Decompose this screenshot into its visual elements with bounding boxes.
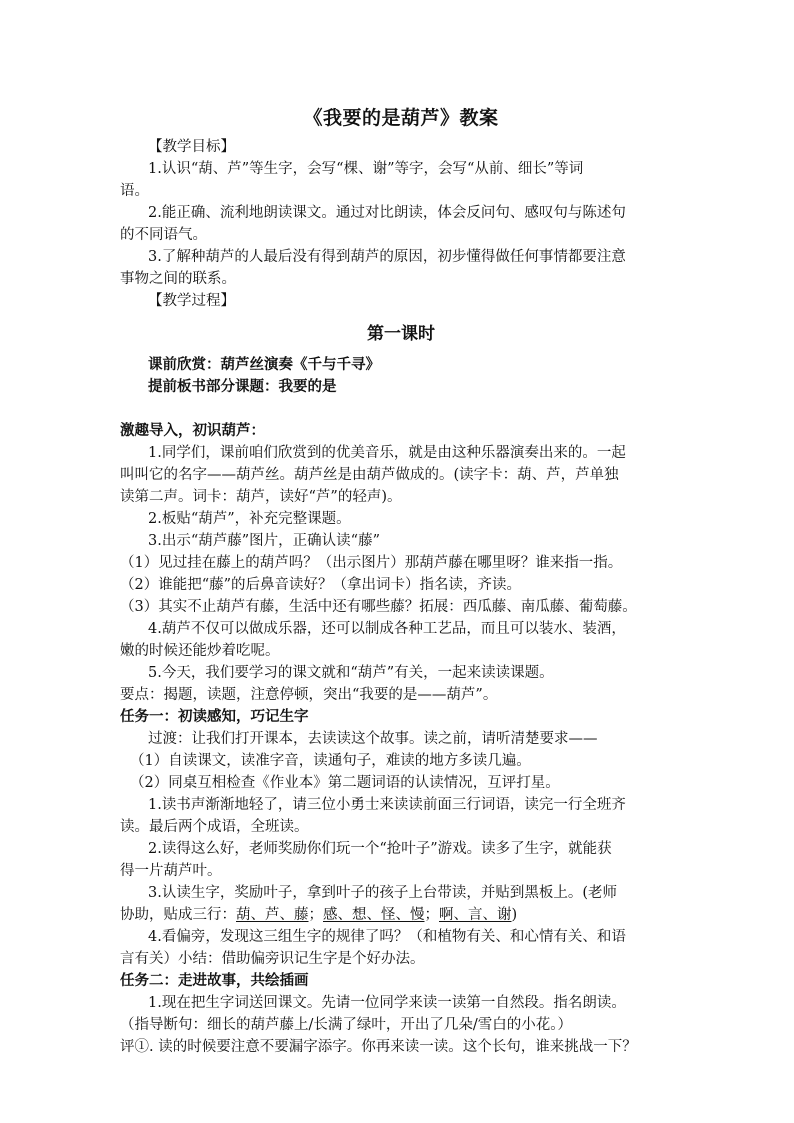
task-1-requirement-1: （1）自读课文，读准字音，读通句子，难读的地方多读几遍。	[130, 753, 531, 769]
intro-question-3: （3）其实不止葫芦有藤，生活中还有哪些藤？拓展：西瓜藤、南瓜藤、葡萄藤。	[120, 599, 637, 615]
objective-2-line-2: 的不同语气。	[120, 227, 207, 243]
step-3-prefix: 协助，贴成三行：	[120, 907, 236, 923]
task-1-step-3-line-2	[120, 904, 682, 926]
intro-p1-line-3: 读第二声。词卡：葫芦，读好“芦”的轻声)。	[120, 489, 402, 505]
step-3-suffix: )	[511, 907, 518, 923]
objectives-heading: 【教学目标】	[148, 139, 235, 155]
task-1-step-1-line-1: 1.读书声渐渐地轻了，请三位小勇士来读读前面三行词语，读完一行全班齐	[148, 797, 626, 813]
document-title: 《我要的是葫芦》教案	[303, 107, 499, 129]
objective-3-line-2: 事物之间的联系。	[120, 271, 236, 287]
task-1-step-4-line-1: 4.看偏旁，发现这三组生字的规律了吗？（和植物有关、和心情有关、和语	[148, 929, 626, 945]
task-2-heading: 任务二：走进故事，共绘插画	[120, 972, 309, 989]
task-2-step-1-line-3: 评①. 读的时候要注意不要漏字添字。你再来读一读。这个长句，谁来挑战一下？	[120, 1039, 637, 1055]
char-group-plants: 葫、芦、藤	[236, 907, 309, 923]
intro-question-1: （1）见过挂在藤上的葫芦吗？（出示图片）那葫芦藤在哪里呀？谁来指一指。	[120, 555, 623, 571]
lesson-plan-page	[120, 104, 682, 1058]
task-2-step-1-line-1: 1.现在把生字词送回课文。先请一位同学来读一读第一自然段。指名朗读。	[148, 995, 626, 1011]
task-1-transition: 过渡：让我们打开课本，去读读这个故事。读之前，请听清楚要求——	[148, 731, 598, 747]
char-group-speech: 啊、言、谢	[439, 907, 512, 923]
task-1-step-4-line-2: 言有关）小结：借助偏旁识记生字是个好办法。	[120, 951, 425, 967]
task-1-heading: 任务一：初读感知，巧记生字	[120, 708, 309, 725]
process-heading: 【教学过程】	[148, 293, 235, 309]
objective-3-line-1: 3.了解种葫芦的人最后没有得到葫芦的原因，初步懂得做任何事情都要注意	[148, 249, 626, 265]
intro-key-points: 要点：揭题，读题，注意停顿，突出“我要的是——葫芦”。	[120, 687, 498, 703]
intro-p4-line-1: 4.葫芦不仅可以做成乐器，还可以制成各种工艺品，而且可以装水、装酒，	[148, 621, 626, 637]
task-2-step-1-line-2: （指导断句：细长的葫芦藤上/长满了绿叶，开出了几朵/雪白的小花。）	[120, 1017, 573, 1033]
separator: ；	[308, 907, 323, 923]
intro-question-2: （2）谁能把“藤”的后鼻音读好？（拿出词卡）指名读，齐读。	[120, 577, 522, 593]
intro-p1-line-1: 1.同学们，课前咱们欣赏到的优美音乐，就是由这种乐器演奏出来的。一起	[148, 445, 626, 461]
char-group-feelings: 感、想、怪、慢	[323, 907, 425, 923]
separator: ；	[424, 907, 439, 923]
intro-p5: 5.今天，我们要学习的课文就和“葫芦”有关，一起来读读课题。	[148, 665, 554, 681]
lesson-1-heading: 第一课时	[367, 324, 435, 344]
blank-line	[120, 398, 682, 420]
task-1-step-1-line-2: 读。最后两个成语，全班读。	[120, 819, 309, 835]
intro-p3: 3.出示“葫芦藤”图片，正确认读“藤”	[148, 533, 380, 549]
intro-p2: 2.板贴“葫芦”，补充完整课题。	[148, 511, 351, 527]
intro-p1-line-2: 叫叫它的名字——葫芦丝。葫芦丝是由葫芦做成的。(读字卡：葫、芦，芦单独	[120, 467, 619, 483]
task-1-requirement-2: （2）同桌互相检查《作业本》第二题词语的认读情况，互评打星。	[130, 775, 560, 791]
objective-2-line-1: 2.能正确、流利地朗读课文。通过对比朗读，体会反问句、感叹句与陈述句	[148, 205, 626, 221]
objective-1-line-2: 语。	[120, 183, 149, 199]
pre-class-appreciation: 课前欣赏：葫芦丝演奏《千与千寻》	[148, 356, 380, 373]
task-1-step-2-line-1: 2.读得这么好，老师奖励你们玩一个“抢叶子”游戏。读多了生字，就能获	[148, 841, 612, 857]
intro-heading: 激趣导入，初识葫芦：	[120, 422, 265, 439]
task-1-step-3-line-1: 3.认读生字，奖励叶子，拿到叶子的孩子上台带读，并贴到黑板上。(老师	[148, 885, 617, 901]
pre-class-board-title: 提前板书部分课题：我要的是	[148, 378, 337, 395]
objective-1-line-1: 1.认识“葫、芦”等生字，会写“棵、谢”等字，会写“从前、细长”等词	[148, 161, 584, 177]
intro-p4-line-2: 嫩的时候还能炒着吃呢。	[120, 643, 280, 659]
task-1-step-2-line-2: 得一片葫芦叶。	[120, 863, 222, 879]
